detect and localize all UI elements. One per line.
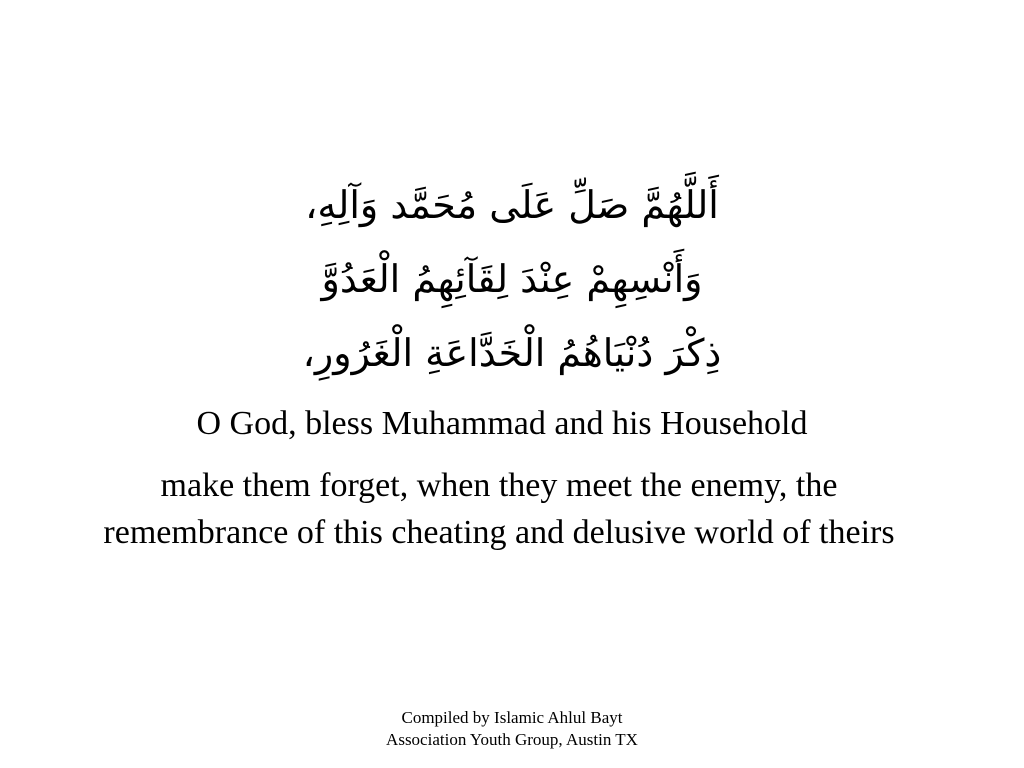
arabic-line-1: أَللَّهُمَّ صَلِّ عَلَى مُحَمَّد وَآلِهِ، bbox=[305, 183, 719, 227]
arabic-supplication bbox=[0, 168, 1024, 390]
footer-line-2: Association Youth Group, Austin TX bbox=[386, 730, 638, 749]
footer-credit bbox=[340, 707, 684, 751]
arabic-line-2: وَأَنْسِهِمْ عِنْدَ لِقَآئِهِمُ الْعَدُوَّ bbox=[321, 257, 703, 301]
arabic-line-3: ذِكْرَ دُنْيَاهُمُ الْخَدَّاعَةِ الْغَرُورِ، bbox=[302, 331, 722, 375]
footer-line-1: Compiled by Islamic Ahlul Bayt bbox=[401, 708, 623, 727]
translation-paragraph: make them forget, when they meet the enemy, the remembrance of this cheating and delusive world of theirs bbox=[103, 467, 895, 551]
translation-line-1: O God, bless Muhammad and his Household bbox=[196, 405, 808, 442]
